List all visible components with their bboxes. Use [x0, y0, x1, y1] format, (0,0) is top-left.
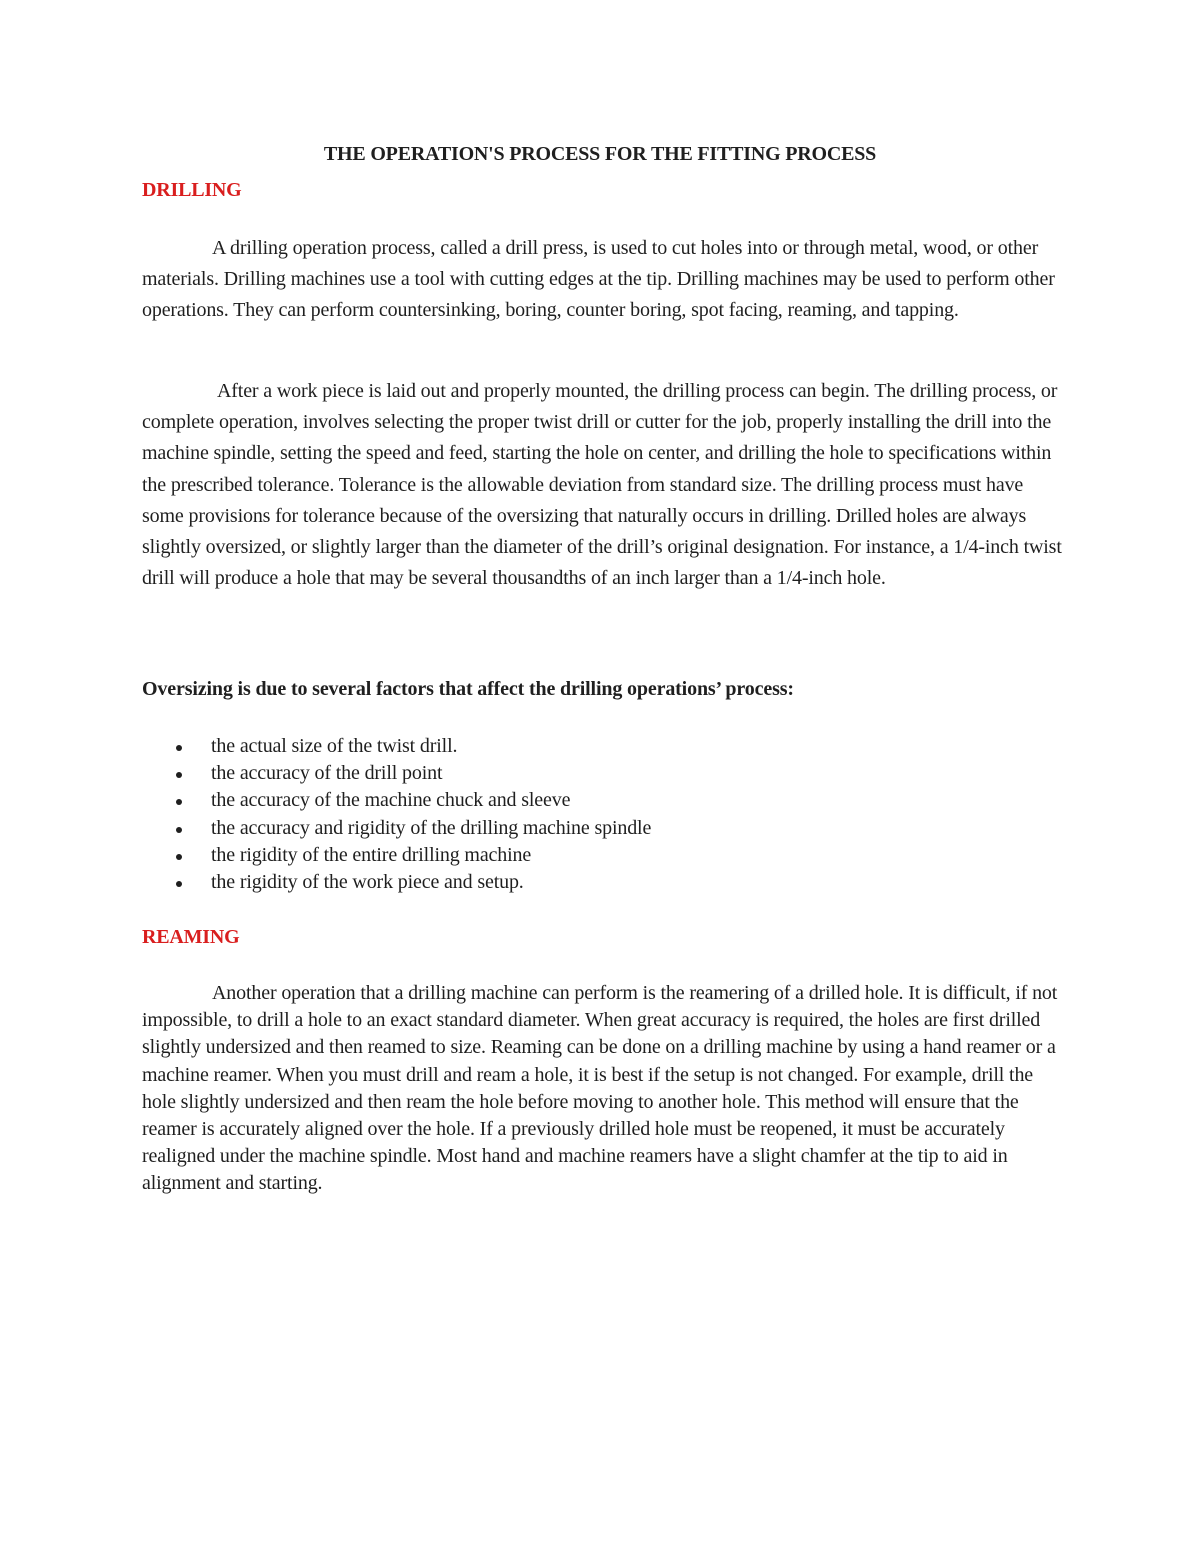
list-item-text: the accuracy of the machine chuck and sleeve — [211, 789, 571, 812]
list-item-text: the accuracy of the drill point — [211, 762, 443, 785]
bullet-icon — [176, 881, 182, 887]
section-heading-reaming: REAMING — [142, 926, 240, 948]
list-item-text: the rigidity of the work piece and setup. — [211, 871, 524, 894]
drilling-paragraph-1: A drilling operation process, called a drill press, is used to cut holes into or through metal, wood, or other materials. Drilling machines use a tool with cutting edges at the tip. Drilling machines may be used to perform other operations. They can perform countersinking, boring, counter boring, spot facing, reaming, and tapping. — [142, 237, 1055, 322]
bullet-icon — [176, 772, 182, 778]
list-item-text: the rigidity of the entire drilling machine — [211, 843, 532, 866]
oversizing-factors-heading: Oversizing is due to several factors that affect the drilling operations’ process: — [142, 678, 794, 700]
drilling-paragraph-2: After a work piece is laid out and properly mounted, the drilling process can begin. The drilling process, or complete operation, involves selecting the proper twist drill or cutter for the job, properly installing the drill into the machine spindle, setting the speed and feed, starting the hole on center, and drilling the hole to specifications within the prescribed tolerance. Tolerance is the allowable deviation from standard size. The drilling process must have some provisions for tolerance because of the oversizing that naturally occurs in drilling. Drilled holes are always slightly oversized, or slightly larger than the diameter of the drill’s original designation. For instance, a 1/4-inch twist drill will produce a hole that may be several thousandths of an inch larger than a 1/4-inch hole. — [142, 380, 1062, 590]
list-item — [142, 842, 651, 869]
bullet-icon — [176, 854, 182, 860]
list-item — [142, 815, 651, 842]
list-item — [142, 869, 651, 896]
list-item — [142, 787, 651, 814]
list-item — [142, 760, 651, 787]
list-item-text: the actual size of the twist drill. — [211, 735, 458, 757]
document-title: THE OPERATION'S PROCESS FOR THE FITTING PROCESS — [323, 143, 877, 165]
reaming-paragraph-1: Another operation that a drilling machine can perform is the reamering of a drilled hole. It is difficult, if not impossible, to drill a hole to an exact standard diameter. When great accuracy is required, the holes are first drilled slightly undersized and then reamed to size. Reaming can be done on a drilling machine by using a hand reamer or a machine reamer. When you must drill and ream a hole, it is best if the setup is not changed. For example, drill the hole slightly undersized and then ream the hole before moving to another hole. This method will ensure that the reamer is accurately aligned over the hole. If a previously drilled hole must be reopened, it must be accurately realigned under the machine spindle. Most hand and machine reamers have a slight chamfer at the tip to aid in alignment and starting. — [142, 982, 1058, 1195]
bullet-icon — [176, 799, 182, 805]
section-heading-drilling: DRILLING — [142, 179, 242, 201]
oversizing-factors-list — [142, 733, 651, 896]
bullet-icon — [176, 745, 182, 751]
bullet-icon — [176, 827, 182, 833]
list-item — [142, 733, 651, 760]
list-item-text: the accuracy and rigidity of the drilling machine spindle — [211, 816, 652, 839]
